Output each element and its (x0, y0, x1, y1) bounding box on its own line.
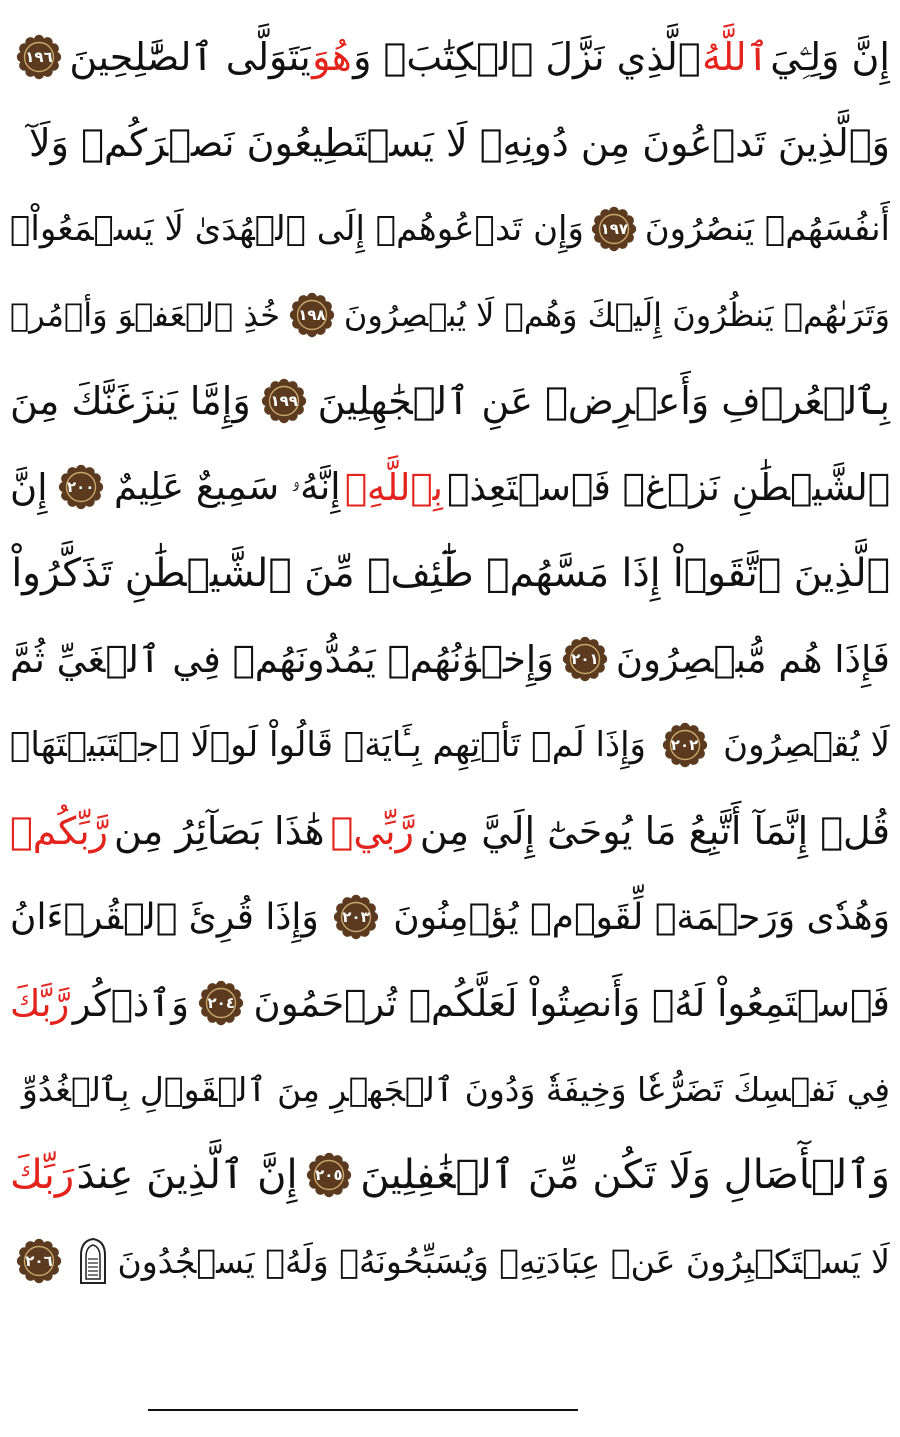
verse-text: وَهُدٗى وَرَحۡمَةٞ لِّقَوۡمٖ يُؤۡمِنُونَ (393, 896, 890, 938)
ayah-number: ١٩٦ (25, 48, 53, 66)
ayah-number: ١٩٩ (270, 392, 298, 410)
ayah-number-marker (16, 1238, 62, 1284)
text-line (10, 960, 890, 1046)
ayah-number: ٢٠٠ (67, 478, 95, 496)
divine-name-text: رَّبِّيۚ (330, 809, 414, 853)
verse-text: فِي نَفۡسِكَ تَضَرُّعٗا وَخِيفَةٗ وَدُونَ ٱلۡجَهۡرِ مِنَ ٱلۡقَوۡلِ بِٱلۡغُدُوِّ (21, 1069, 890, 1109)
text-line (10, 1218, 890, 1304)
ayah-number: ٢٠٦ (25, 1252, 53, 1270)
verse-text: وَإِذَا لَمۡ تَأۡتِهِم بِـَٔايَةٖ قَالُواْ لَوۡلَا ٱجۡتَبَيۡتَهَاۚ (10, 725, 646, 765)
verse-text: ٱلَّذِي نَزَّلَ ٱلۡكِتَٰبَۖ وَ (353, 35, 701, 79)
sajda-sign-icon (78, 1237, 108, 1285)
verse-text: وَتَرَىٰهُمۡ يَنظُرُونَ إِلَيۡكَ وَهُمۡ لَا يُبۡصِرُونَ (343, 296, 890, 334)
verse-text: بِٱلۡعُرۡفِ وَأَعۡرِضۡ عَنِ ٱلۡجَٰهِلِينَ (317, 379, 890, 423)
verse-text: وَٱلۡأٓصَالِ وَلَا تَكُن مِّنَ ٱلۡغَٰفِلِينَ (360, 1152, 890, 1198)
text-line (10, 100, 890, 186)
divine-name-text: رَبِّكَ (10, 1152, 75, 1198)
ayah-number: ٢٠٢ (670, 736, 699, 754)
ayah-number: ١٩٨ (298, 306, 326, 324)
text-line (10, 702, 890, 788)
verse-text: لَا يُقۡصِرُونَ (723, 725, 890, 765)
ayah-number-marker (562, 636, 608, 682)
verse-text: أَنفُسَهُمۡ يَنصُرُونَ (644, 209, 890, 249)
divine-name-text: رَّبَّكَ (10, 981, 70, 1025)
ayah-number: ٢٠٤ (207, 994, 235, 1012)
text-line (10, 616, 890, 702)
text-line (10, 874, 890, 960)
verse-text: فَٱسۡتَمِعُواْ لَهُۥ وَأَنصِتُواْ لَعَلَّكُمۡ تُرۡحَمُونَ (253, 981, 890, 1025)
verse-text: إِنَّهُۥ سَمِيعٌ عَلِيمٌ (114, 465, 341, 508)
ayah-number-marker (58, 464, 104, 510)
verse-text: وَإِن تَدۡعُوهُمۡ إِلَى ٱلۡهُدَىٰ لَا يَسۡمَعُواْۖ (10, 209, 584, 249)
text-line (10, 358, 890, 444)
ayah-number-marker (198, 980, 244, 1026)
ayah-number: ٢٠٥ (315, 1166, 343, 1184)
verse-text: خُذِ ٱلۡعَفۡوَ وَأۡمُرۡ (10, 296, 280, 334)
text-line (10, 272, 890, 358)
verse-text: إِنَّ وَلِـِّۧيَ (770, 34, 890, 79)
verse-text: يَتَوَلَّى ٱلصَّٰلِحِينَ (69, 35, 311, 79)
verse-text: وَإِمَّا يَنزَغَنَّكَ مِنَ (10, 379, 251, 423)
verse-text: ٱلشَّيۡطَٰنِ نَزۡغٞ فَٱسۡتَعِذۡ (447, 465, 890, 509)
divine-name-text: ٱللَّهُ (702, 35, 769, 79)
text-line (10, 1132, 890, 1218)
ayah-number-marker (306, 1152, 352, 1198)
verse-text: وَٱلَّذِينَ تَدۡعُونَ مِن دُونِهِۦ لَا يَسۡتَطِيعُونَ نَصۡرَكُمۡ وَلَآ (28, 121, 890, 165)
verse-text: وَٱذۡكُر (72, 981, 189, 1025)
text-line (10, 444, 890, 530)
verse-text: وَإِخۡوَٰنُهُمۡ يَمُدُّونَهُمۡ فِي ٱلۡغَيِّ ثُمَّ (10, 637, 555, 681)
verse-text: لَا يَسۡتَكۡبِرُونَ عَنۡ عِبَادَتِهِۦ وَيُسَبِّحُونَهُۥ وَلَهُۥ يَسۡجُدُونَ (117, 1241, 890, 1281)
ayah-number-marker (16, 34, 62, 80)
text-line (10, 788, 890, 874)
text-line (10, 186, 890, 272)
text-line (10, 530, 890, 616)
divine-name-text: بِٱللَّهِۚ (344, 465, 443, 509)
ayah-number-marker (289, 292, 335, 338)
verse-text: هَٰذَا بَصَآئِرُ مِن (113, 809, 325, 853)
verse-text: وَإِذَا قُرِئَ ٱلۡقُرۡءَانُ (10, 896, 319, 938)
ayah-number: ٢٠٣ (342, 908, 370, 926)
ayah-number-marker (261, 378, 307, 424)
verse-text: ٱلَّذِينَ ٱتَّقَوۡاْ إِذَا مَسَّهُمۡ طَٰٓئِفٞ مِّنَ ٱلشَّيۡطَٰنِ تَذَكَّرُواْ (11, 550, 890, 596)
ayah-number: ٢٠١ (571, 650, 599, 668)
text-line (10, 1046, 890, 1132)
text-line (10, 14, 890, 100)
quran-text-block (10, 14, 890, 1304)
ayah-number-marker (662, 722, 708, 768)
ayah-number-marker (591, 206, 637, 252)
divine-name-text: رَّبِّكُمۡ (10, 809, 109, 853)
verse-text: فَإِذَا هُم مُّبۡصِرُونَ (615, 637, 890, 681)
verse-text: قُلۡ إِنَّمَآ أَتَّبِعُ مَا يُوحَىٰٓ إِلَيَّ مِن (419, 809, 890, 853)
ayah-number: ١٩٧ (600, 220, 629, 238)
ayah-number-marker (333, 894, 379, 940)
sajda-underline (148, 1409, 578, 1411)
verse-text: إِنَّ (10, 465, 48, 509)
divine-name-text: هُوَ (312, 35, 352, 79)
verse-text: إِنَّ ٱلَّذِينَ عِندَ (76, 1152, 298, 1198)
